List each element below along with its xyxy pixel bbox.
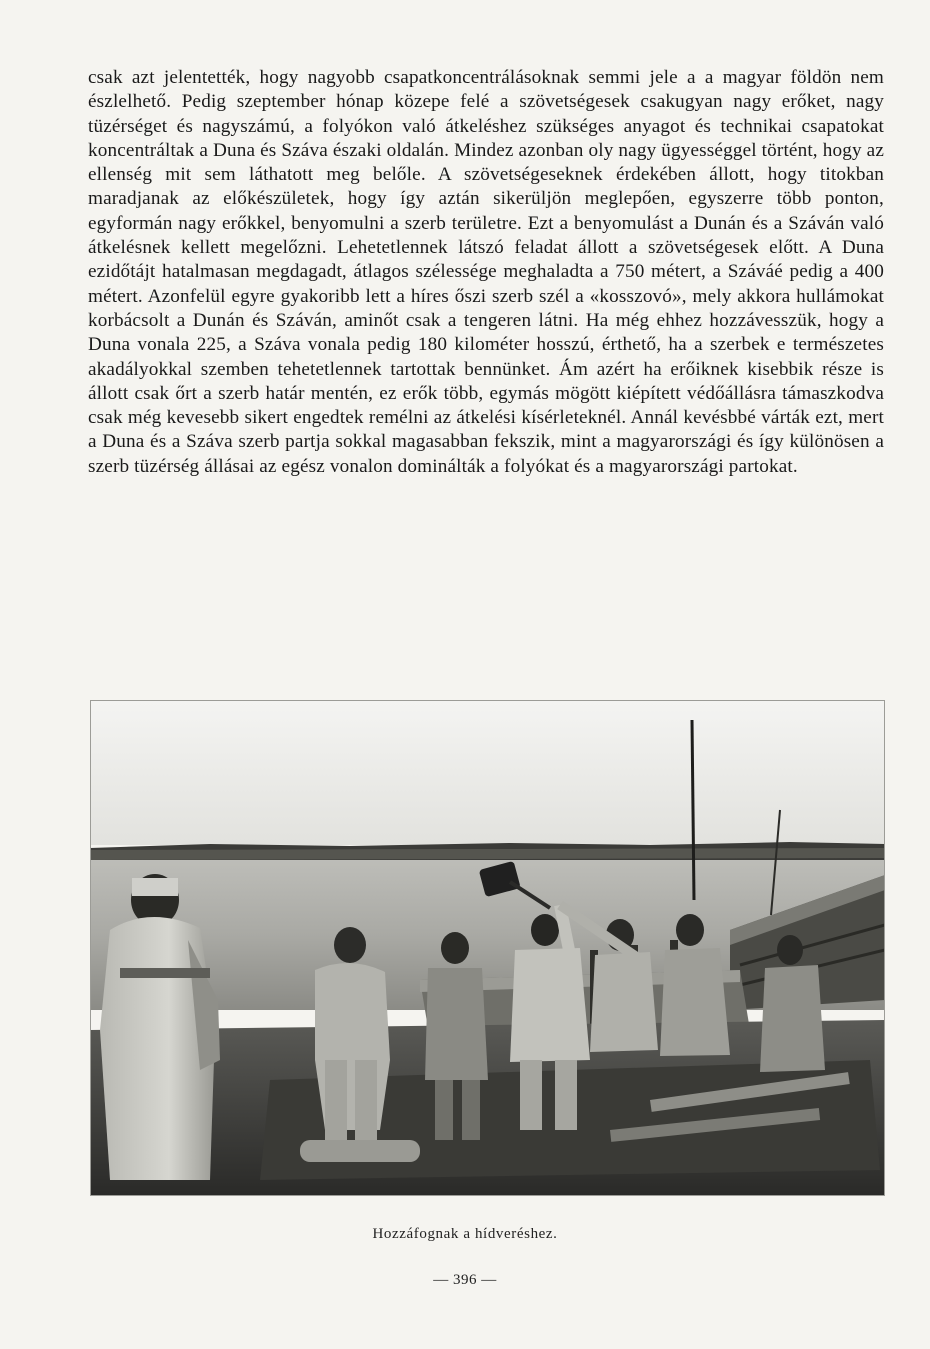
photograph — [90, 700, 885, 1196]
figure — [90, 700, 885, 1196]
figure-caption: Hozzáfognak a hídveréshez. — [372, 1226, 558, 1242]
body-paragraph: csak azt jelentették, hogy nagyobb csapatkoncentrálásoknak semmi jele a a magyar földön nem észlelhető. Pedig szeptember hónap közepe felé a szövetségesek csakugyan nagy erőket, nagy tüzérséget és nagyszámú, a folyókon való átkeléshez szükséges anyagot és technikai csapatokat koncentráltak a Duna és Száva északi oldalán. Mindez azonban oly nagy ügyességgel történt, hogy az ellenség mit sem láthatott meg belőle. A szövetségeseknek érdekében állott, hogy titokban maradjanak az előkészületek, hogy így aztán sikerüljön meglepően, egyszerre több ponton, egyformán nagy erőkkel, benyomulni a szerb területre. Ezt a benyomulást a Dunán és a Száván való átkelésnek kellett megelőzni. Lehetetlennek látszó feladat állott a szövetségesek előtt. A Duna ezidőtájt hatalmasan megdagadt, átlagos szélessége meghaladta a 750 métert, a Száváé pedig a 400 métert. Azonfelül egyre gyakoribb lett a híres őszi szerb szél a «kosszovó», mely akkora hullámokat korbácsolt a Dunán és Száván, aminőt csak a tengeren látni. Ha még ehhez hozzávesszük, hogy a Duna vonala 225, a Száva vonala pedig 180 kilométer hosszú, érthető, ha a szerbek e természetes akadályokkal szemben tehetetlennek tartottak bennünket. Ám azért ha erőiknek kisebbik része is állott csak őrt a szerb határ mentén, ez erők több, egymás mögött kiépített védőállásra támaszkodva csak még kevesebb sikert engedtek remélni az átkelési kísérleteknél. Annál kevésbbé várták ezt, mert a Duna és a Száva szerb partja sokkal magasabban fekszik, mint a magyarországi és így különösen a szerb tüzérség állásai az egész vonalon dominálták a folyókat és a magyarországi partokat. — [88, 67, 884, 477]
body-text — [88, 66, 884, 479]
page-number: — 396 — — [433, 1272, 497, 1288]
